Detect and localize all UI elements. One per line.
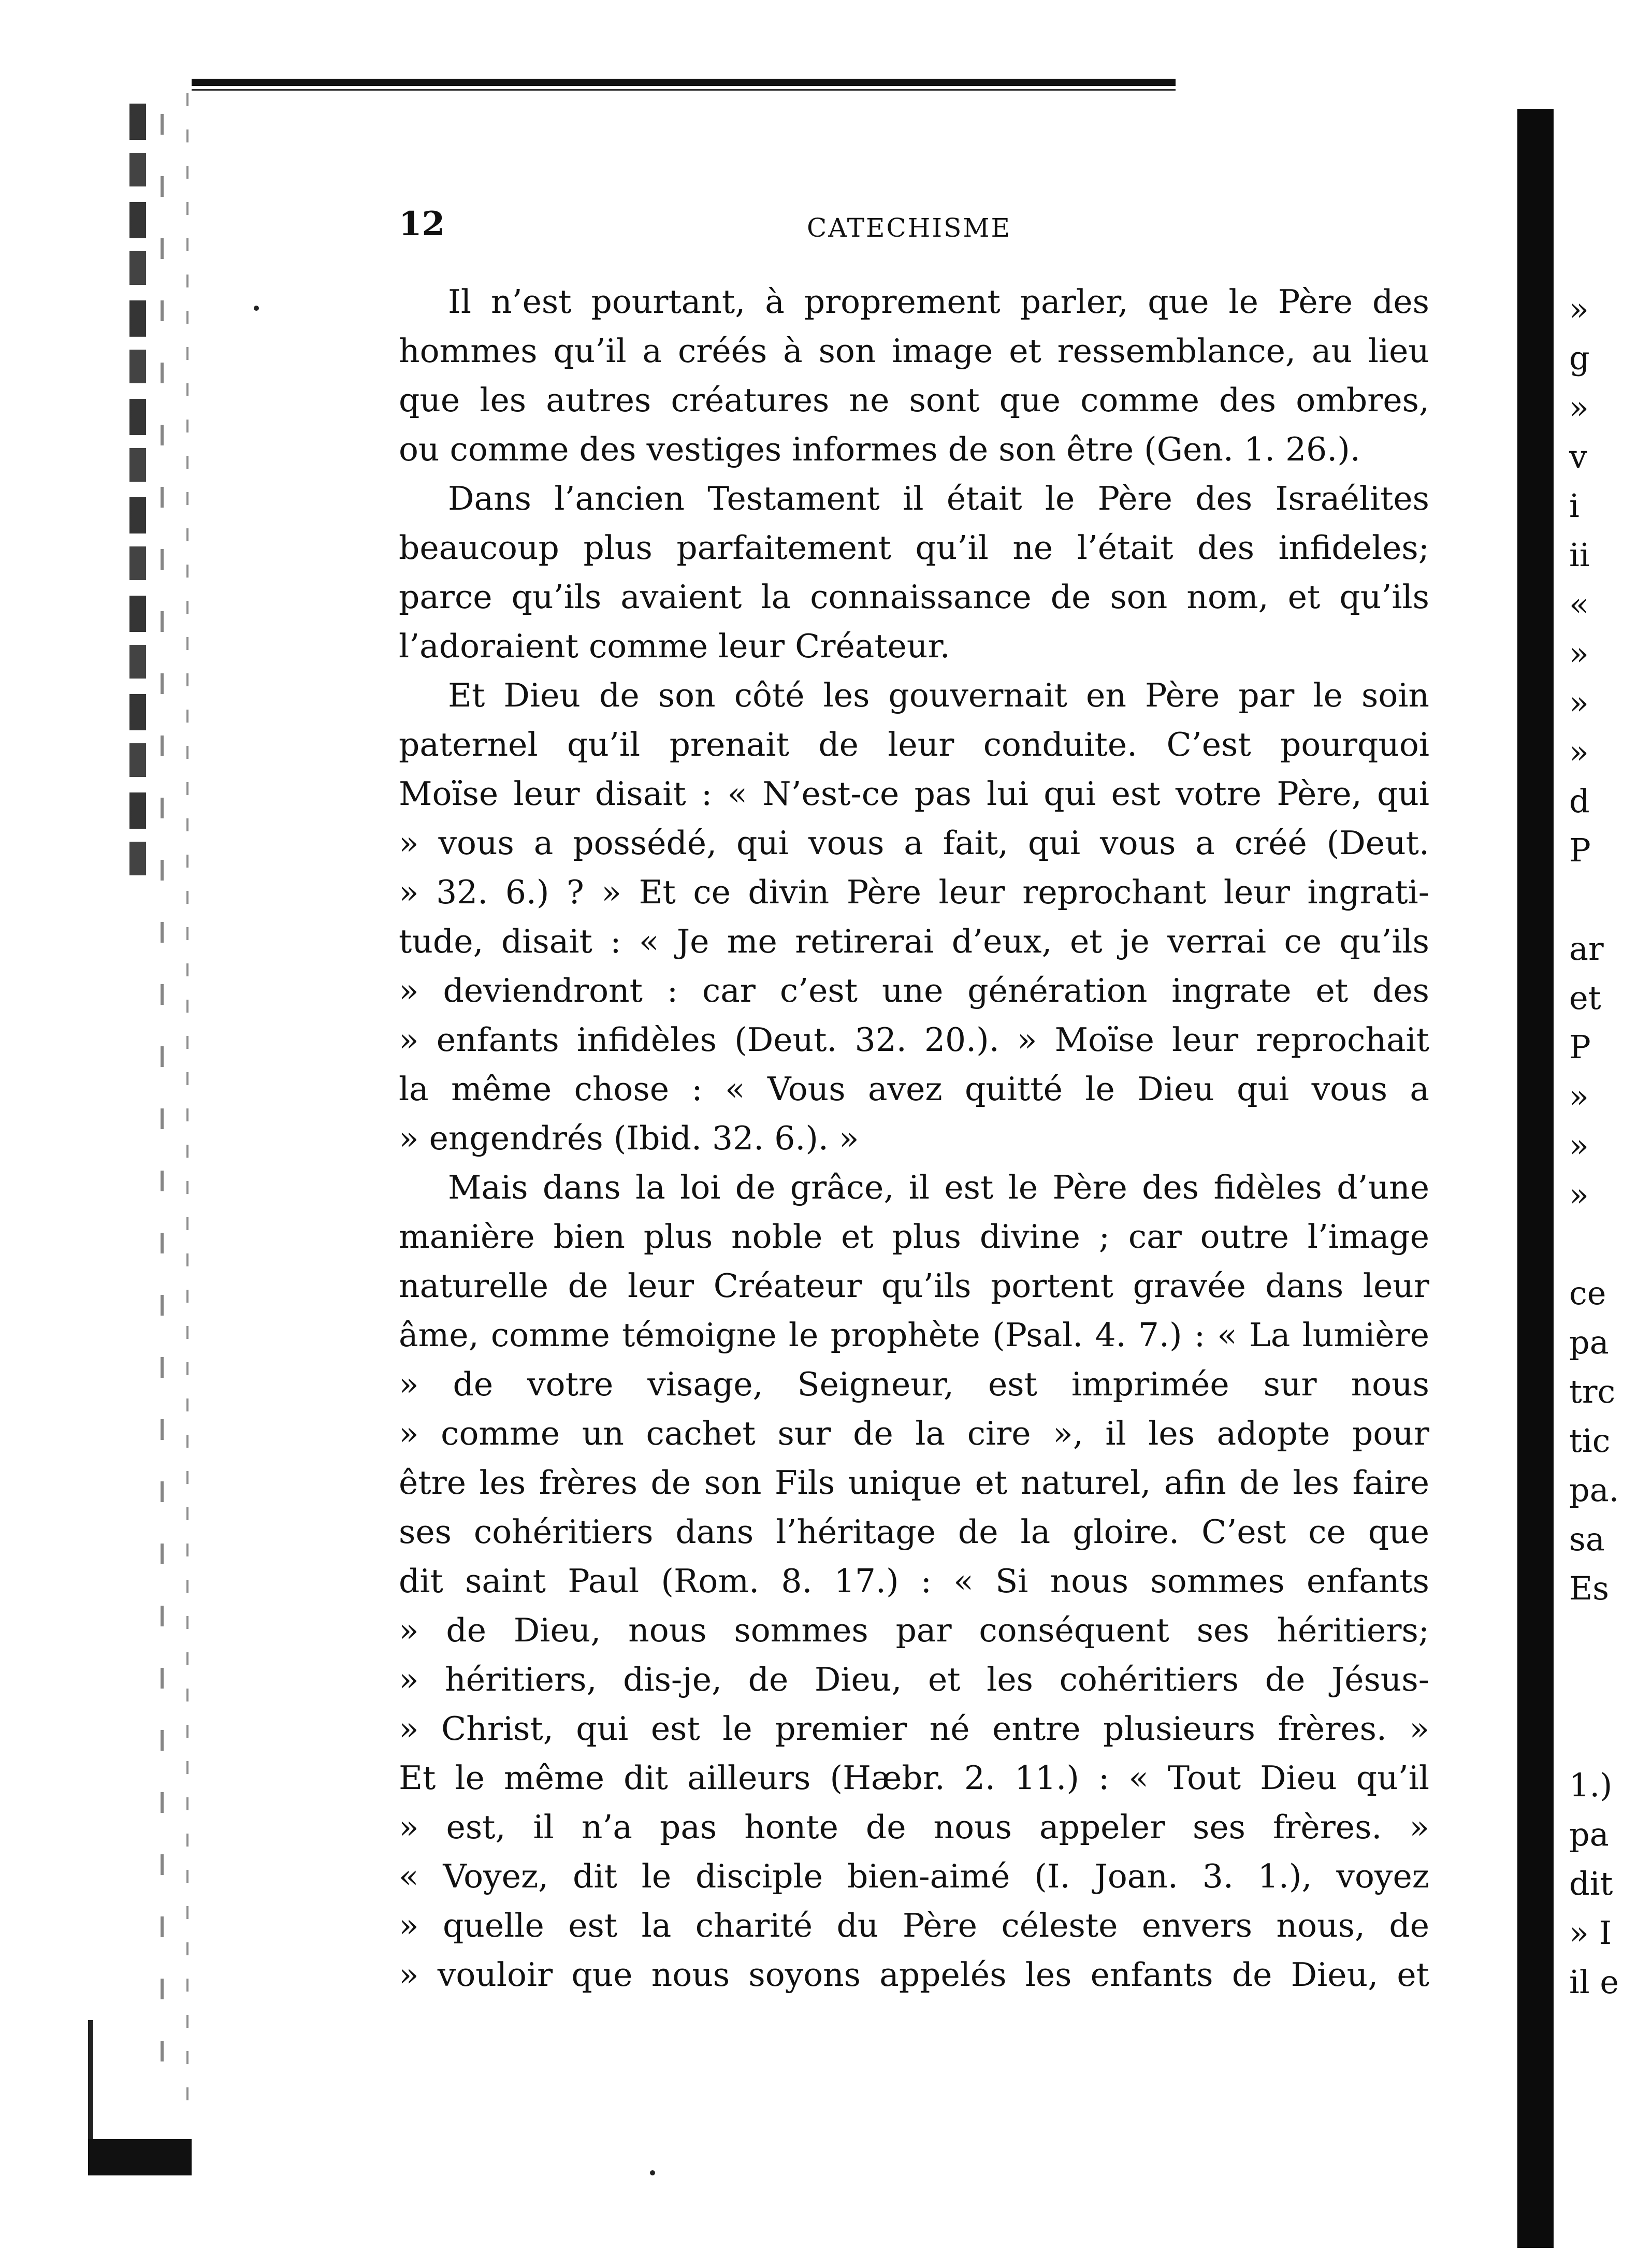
paragraph [399,1163,1429,1999]
text-line: que les autres créatures ne sont que comme des ombres, [399,381,1429,419]
facing-fragment: » [1569,684,1589,722]
facing-fragment: P [1569,831,1591,869]
bottom-left-scan-block [88,2139,192,2175]
text-line: Et Dieu de son côté les gouvernait en Père par le soin [448,676,1429,714]
text-line: Il n’est pourtant, à proprement parler, que le Père des [448,283,1429,321]
text-line: Et le même dit ailleurs (Hæbr. 2. 11.) : « Tout Dieu qu’il [399,1759,1429,1797]
facing-fragment: dit [1569,1865,1613,1902]
left-binding-shadow-thin [161,114,164,2082]
text-line: être les frères de son Fils unique et naturel, afin de les faire [399,1464,1429,1502]
paragraph [399,671,1429,1163]
facing-fragment: » [1569,1127,1589,1164]
facing-fragment: » [1569,733,1589,771]
text-line: manière bien plus noble et plus divine ; car outre l’image [399,1218,1429,1256]
text-line: ou comme des vestiges informes de son être (Gen. 1. 26.). [399,430,1360,468]
text-line: » vous a possédé, qui vous a fait, qui vous a créé (Deut. [399,824,1429,862]
text-line: la même chose : « Vous avez quitté le Dieu qui vous a [399,1070,1429,1108]
top-scan-rule [192,79,1176,86]
text-line: » comme un cachet sur de la cire », il les adopte pour [399,1415,1429,1452]
facing-fragment: » I [1569,1914,1612,1952]
text-line: » enfants infidèles (Deut. 32. 20.). » Moïse leur reprochait [399,1021,1429,1059]
page-header [399,205,1434,251]
text-line: âme, comme témoigne le prophète (Psal. 4. 7.) : « La lumière [399,1316,1429,1354]
body-text [399,277,1429,1999]
facing-fragment: tic [1569,1422,1611,1460]
facing-fragment: » [1569,388,1589,426]
text-line: l’adoraient comme leur Créateur. [399,627,950,665]
facing-fragment: sa [1569,1520,1605,1558]
facing-fragment: pa [1569,1815,1609,1853]
text-line: » quelle est la charité du Père céleste envers nous, de [399,1907,1429,1944]
text-line: tude, disait : « Je me retirerai d’eux, et je verrai ce qu’ils [399,922,1429,960]
text-line: « Voyez, dit le disciple bien-aimé (I. Joan. 3. 1.), voyez [399,1857,1429,1895]
facing-fragment: pa [1569,1323,1609,1361]
facing-fragment: ce [1569,1274,1606,1312]
text-line: » vouloir que nous soyons appelés les enfants de Dieu, et [399,1956,1429,1994]
facing-fragment: et [1569,979,1601,1017]
facing-fragment: trc [1569,1373,1616,1410]
text-line: beaucoup plus parfaitement qu’il ne l’était des infideles; [399,529,1429,567]
facing-fragment: » [1569,635,1589,672]
text-line: » deviendront : car c’est une génération ingrate et des [399,972,1429,1010]
left-binding-shadow [129,104,146,881]
facing-fragment: 1.) [1569,1766,1613,1804]
text-line: » de Dieu, nous sommes par conséquent ses héritiers; [399,1611,1429,1649]
facing-fragment: v [1569,438,1588,475]
text-line: paternel qu’il prenait de leur conduite. C’est pourquoi [399,726,1429,763]
facing-fragment: g [1569,339,1590,377]
speck [254,306,259,311]
text-line: dit saint Paul (Rom. 8. 17.) : « Si nous sommes enfants [399,1562,1429,1600]
text-line: Moïse leur disait : « N’est-ce pas lui qui est votre Père, qui [399,775,1429,813]
speck [650,2170,655,2175]
facing-fragment: » [1569,1077,1589,1115]
text-line: » Christ, qui est le premier né entre plusieurs frères. » [399,1710,1429,1748]
bottom-left-scan-mark [88,2020,93,2144]
left-margin-line [186,93,189,2113]
facing-fragment: Es [1569,1569,1610,1607]
facing-fragment: » [1569,290,1589,328]
paragraph [399,474,1429,671]
text-line: » est, il n’a pas honte de nous appeler ses frères. » [399,1808,1429,1846]
paragraph [399,277,1429,474]
facing-fragment: ii [1569,536,1590,574]
text-line: » 32. 6.) ? » Et ce divin Père leur reprochant leur ingrati- [399,873,1429,911]
running-title: CATECHISME [807,213,1012,243]
text-line: Dans l’ancien Testament il était le Père des Israélites [448,480,1429,517]
page-number: 12 [399,205,445,243]
facing-fragment: d [1569,782,1590,820]
facing-fragment: pa. [1569,1471,1619,1509]
text-line: naturelle de leur Créateur qu’ils portent gravée dans leur [399,1267,1429,1305]
facing-fragment: il e [1569,1963,1619,2001]
text-line: Mais dans la loi de grâce, il est le Père des fidèles d’une [448,1169,1429,1206]
text-line: hommes qu’il a créés à son image et ressemblance, au lieu [399,332,1429,370]
top-scan-rule-thin [192,89,1176,91]
right-gutter-shadow [1517,109,1554,2248]
facing-fragment: ar [1569,930,1604,968]
facing-fragment: « [1569,585,1589,623]
text-line: » de votre visage, Seigneur, est imprimée sur nous [399,1365,1429,1403]
text-line: parce qu’ils avaient la connaissance de son nom, et qu’ils [399,578,1429,616]
facing-fragment: P [1569,1028,1591,1066]
text-line: ses cohéritiers dans l’héritage de la gloire. C’est ce que [399,1513,1429,1551]
facing-fragment: i [1569,487,1579,525]
text-line: » engendrés (Ibid. 32. 6.). » [399,1119,859,1157]
facing-fragment: » [1569,1176,1589,1214]
text-line: » héritiers, dis-je, de Dieu, et les cohéritiers de Jésus- [399,1661,1429,1698]
